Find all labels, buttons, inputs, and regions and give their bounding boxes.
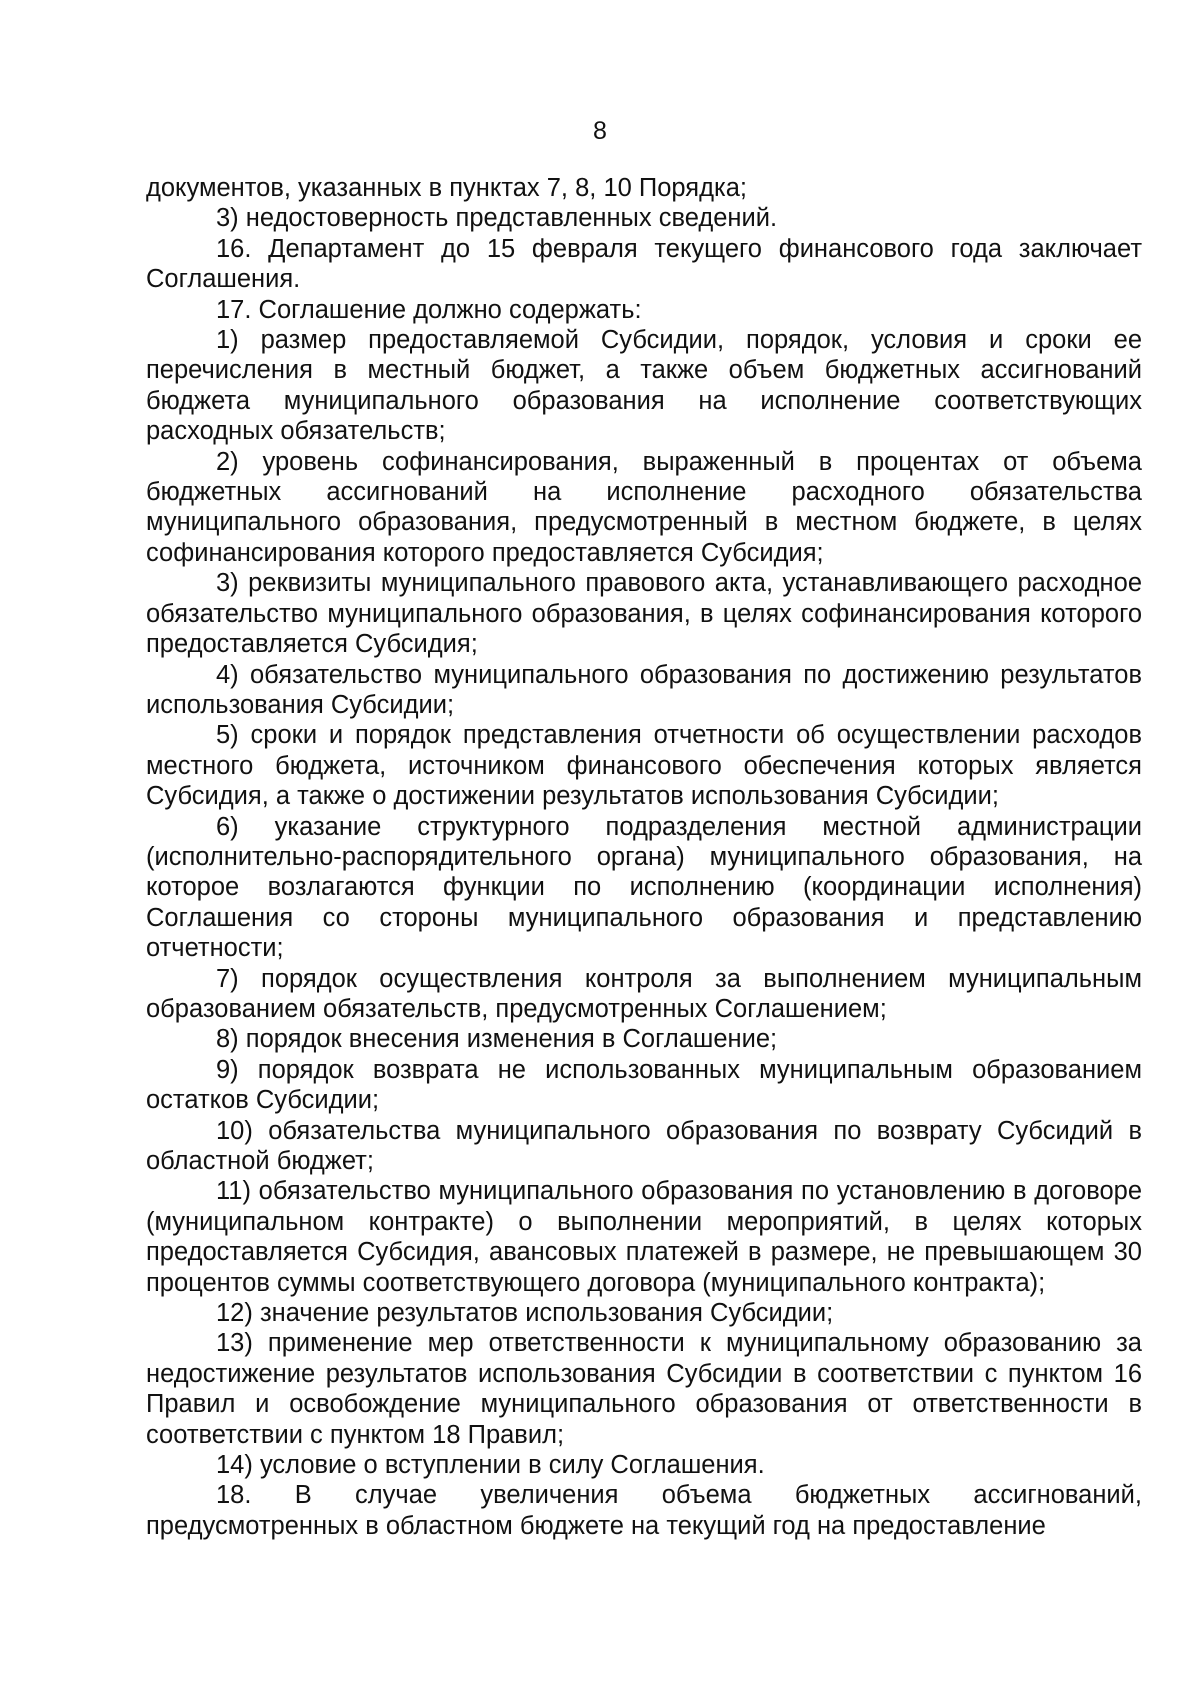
paragraph: 10) обязательства муниципального образования по возврату Субсидий в областной бюджет; bbox=[146, 1116, 1142, 1175]
paragraph: 9) порядок возврата не использованных муниципальным образованием остатков Субсидии; bbox=[146, 1055, 1142, 1115]
paragraph: 3) недостоверность представленных сведений. bbox=[216, 204, 778, 233]
paragraph: 18. В случае увеличения объема бюджетных ассигнований, предусмотренных в областном бюджете на текущий год на предоставление bbox=[146, 1481, 1142, 1540]
document-body bbox=[146, 173, 1142, 1541]
paragraph: 7) порядок осуществления контроля за выполнением муниципальным образованием обязательств, предусмотренных Соглашением; bbox=[146, 964, 1142, 1023]
paragraph: 8) порядок внесения изменения в Соглашение; bbox=[216, 1025, 778, 1054]
paragraph: документов, указанных в пунктах 7, 8, 10 Порядка; bbox=[146, 174, 747, 202]
paragraph: 13) применение мер ответственности к муниципальному образованию за недостижение результатов использования Субсидии в соответствии с пунктом 16 Правил и освобождение муниципального образования от ответственности в соответствии с пунктом 18 Правил; bbox=[146, 1329, 1142, 1449]
paragraph: 1) размер предоставляемой Субсидии, порядок, условия и сроки ее перечисления в местный бюджет, а также объем бюджетных ассигнований бюджета муниципального образования на исполнение соответствующих расходных обязательств; bbox=[146, 326, 1142, 446]
paragraph: 16. Департамент до 15 февраля текущего финансового года заключает Соглашения. bbox=[146, 234, 1142, 294]
paragraph: 11) обязательство муниципального образования по установлению в договоре (муниципальном контракте) о выполнении мероприятий, в целях которых предоставляется Субсидия, авансовых платежей в размере, не превышающем 30 процентов суммы соответствующего договора (муниципального контракта); bbox=[146, 1177, 1142, 1297]
paragraph: 6) указание структурного подразделения местной администрации (исполнительно-распорядительного органа) муниципального образования, на которое возлагаются функции по исполнению (координации исполнения) Соглашения со стороны муниципального образования и представлению отчетности; bbox=[146, 812, 1142, 963]
paragraph: 3) реквизиты муниципального правового акта, устанавливающего расходное обязательство муниципального образования, в целях софинансирования которого предоставляется Субсидия; bbox=[146, 569, 1142, 659]
paragraph: 17. Соглашение должно содержать: bbox=[216, 295, 642, 324]
paragraph: 14) условие о вступлении в силу Соглашения. bbox=[216, 1451, 765, 1480]
paragraph: 5) сроки и порядок представления отчетности об осуществлении расходов местного бюджета, источником финансового обеспечения которых является Субсидия, а также о достижении результатов использования Субсидии; bbox=[146, 721, 1142, 811]
paragraph: 12) значение результатов использования Субсидии; bbox=[216, 1299, 834, 1328]
paragraph: 2) уровень софинансирования, выраженный в процентах от объема бюджетных ассигнований на исполнение расходного обязательства муниципального образования, предусмотренный в местном бюджете, в целях софинансирования которого предоставляется Субсидия; bbox=[146, 447, 1142, 567]
page-number: 8 bbox=[593, 117, 607, 145]
paragraph: 4) обязательство муниципального образования по достижению результатов использования Субсидии; bbox=[146, 660, 1142, 719]
